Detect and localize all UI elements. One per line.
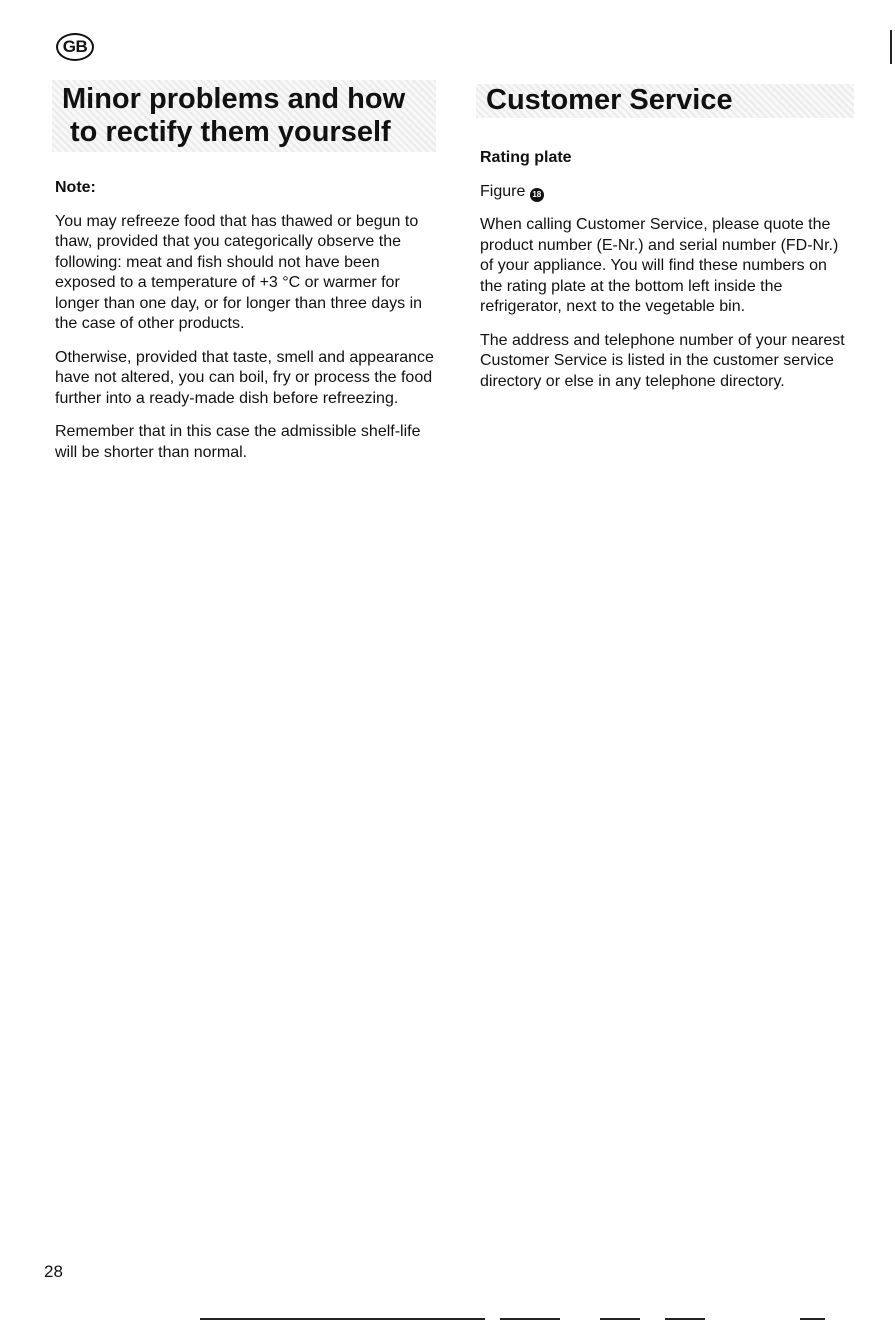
- figure-number-badge: 18: [530, 188, 544, 202]
- left-column: [55, 178, 437, 476]
- paragraph-address: The address and telephone number of your nearest Customer Service is listed in the customer service directory or else in any telephone directory.: [480, 331, 845, 390]
- paragraph-refreeze: You may refreeze food that has thawed or begun to thaw, provided that you categorically observe the following: meat and fish should not have been exposed to a temperature of +3 °C or warmer for longer than one day, or for longer than three days in the case of other products.: [55, 212, 423, 332]
- paragraph-calling: When calling Customer Service, please quote the product number (E-Nr.) and serial number (FD-Nr.) of your appliance. You will find these numbers on the rating plate at the bottom left inside the refrigerator, next to the vegetable bin.: [480, 216, 839, 315]
- page-number: 28: [44, 1262, 63, 1281]
- figure-reference: [480, 182, 852, 203]
- bottom-rule-1: [200, 1318, 485, 1320]
- note-label: Note:: [55, 179, 96, 196]
- bottom-rule-4: [665, 1318, 705, 1320]
- bottom-rule-2: [500, 1318, 560, 1320]
- bottom-rule-5: [800, 1318, 825, 1320]
- edge-mark: [890, 30, 892, 64]
- right-column: [480, 148, 852, 405]
- heading-line-2: to rectify them yourself: [70, 116, 391, 148]
- heading-line-1: Minor problems and how: [62, 83, 406, 115]
- figure-label: Figure: [480, 182, 526, 200]
- country-badge: GB: [56, 33, 94, 61]
- paragraph-otherwise: Otherwise, provided that taste, smell and appearance have not altered, you can boil, fry or process the food further into a ready-made dish before refreezing.: [55, 348, 434, 407]
- section-heading-customer-service: Customer Service: [486, 84, 733, 116]
- paragraph-remember: Remember that in this case the admissible shelf-life will be shorter than normal.: [55, 423, 421, 461]
- section-heading-troubleshooting: [62, 83, 405, 149]
- bottom-rule-3: [600, 1318, 640, 1320]
- rating-plate-label: Rating plate: [480, 149, 572, 166]
